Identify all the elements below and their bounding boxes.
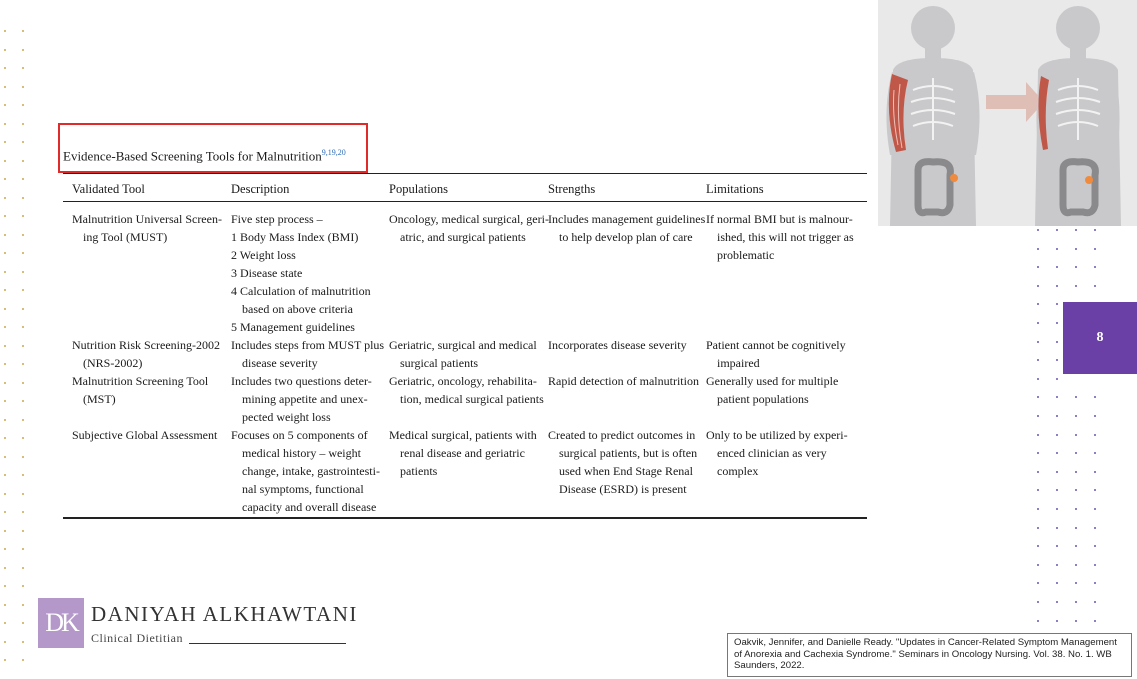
dot [1075, 489, 1077, 491]
dot [22, 400, 24, 402]
dot [1037, 285, 1039, 287]
dot [1075, 601, 1077, 603]
dot [1056, 378, 1058, 380]
dot [1037, 508, 1039, 510]
brand-name: DANIYAH ALKHAWTANI [91, 602, 358, 626]
row2-limitations: Patient cannot be cognitively impaired [706, 338, 846, 370]
dot [1075, 229, 1077, 231]
dot [1075, 415, 1077, 417]
anatomy-icon [878, 0, 1137, 226]
row3-populations: Geriatric, oncology, rehabilita- tion, medical surgical patients [389, 374, 544, 406]
dot [4, 659, 6, 661]
dot [1037, 601, 1039, 603]
dot [22, 345, 24, 347]
dot [1094, 489, 1096, 491]
dot [1037, 527, 1039, 529]
dot [4, 382, 6, 384]
table-header-rule [63, 201, 867, 202]
dot [22, 641, 24, 643]
row1-description: Five step process – 1 Body Mass Index (BMI) 2 Weight loss 3 Disease state 4 Calculation of malnutrition based on above criteria 5 Management guidelines [231, 212, 371, 334]
dot [22, 585, 24, 587]
dot [4, 511, 6, 513]
dot [1037, 471, 1039, 473]
row2-strengths: Incorporates disease severity [548, 338, 687, 352]
dot [1094, 452, 1096, 454]
dot [1056, 471, 1058, 473]
dot [1094, 620, 1096, 622]
title-references: 9,19,20 [321, 148, 346, 157]
dot [22, 215, 24, 217]
row3-limitations: Generally used for multiple patient populations [706, 374, 839, 406]
dot [1094, 601, 1096, 603]
dot [4, 363, 6, 365]
dot [1075, 396, 1077, 398]
dot [1037, 248, 1039, 250]
dot [4, 30, 6, 32]
dot [1075, 285, 1077, 287]
dot [4, 141, 6, 143]
dot [1037, 582, 1039, 584]
dot [1075, 582, 1077, 584]
dot [22, 123, 24, 125]
dot [1094, 527, 1096, 529]
dot [4, 585, 6, 587]
dot [1075, 434, 1077, 436]
dot [1075, 527, 1077, 529]
header-description: Description [231, 182, 290, 196]
dot [4, 252, 6, 254]
dot [1037, 378, 1039, 380]
dot [1056, 508, 1058, 510]
dot [4, 123, 6, 125]
dot [4, 622, 6, 624]
dot [1037, 434, 1039, 436]
dot [1056, 359, 1058, 361]
row4-tool: Subjective Global Assessment [72, 428, 218, 442]
dot [1075, 471, 1077, 473]
dot [4, 345, 6, 347]
body-muscle-wasting-illustration [878, 0, 1137, 226]
brand-underline [189, 643, 346, 644]
dot [1094, 545, 1096, 547]
dot [1056, 322, 1058, 324]
dot [22, 530, 24, 532]
dot [1037, 489, 1039, 491]
dot [1056, 396, 1058, 398]
dot [4, 308, 6, 310]
row3-description: Includes two questions deter- mining appetite and unex- pected weight loss [231, 374, 372, 424]
citation-box: Oakvik, Jennifer, and Danielle Ready. "Updates in Cancer-Related Symptom Management of Anorexia and Cachexia Syndrome." Seminars in Oncology Nursing. Vol. 38. No. 1. WB Saunders, 2022. [727, 633, 1132, 677]
dot [4, 419, 6, 421]
dot [4, 400, 6, 402]
dot [22, 511, 24, 513]
dot [22, 567, 24, 569]
dot [1075, 266, 1077, 268]
dot [22, 86, 24, 88]
dot [1056, 545, 1058, 547]
row4-populations: Medical surgical, patients with renal disease and geriatric patients [389, 428, 537, 478]
dot [22, 141, 24, 143]
dot [1094, 471, 1096, 473]
header-populations: Populations [389, 182, 449, 196]
dot [1056, 266, 1058, 268]
header-strengths: Strengths [548, 182, 596, 196]
dot [22, 30, 24, 32]
dot [1037, 341, 1039, 343]
dot [1075, 564, 1077, 566]
dot [4, 86, 6, 88]
dot [22, 604, 24, 606]
dot [1056, 415, 1058, 417]
dot [1094, 285, 1096, 287]
dot [1075, 620, 1077, 622]
dot [22, 363, 24, 365]
logo: DK [38, 598, 84, 648]
row2-tool: Nutrition Risk Screening-2002 (NRS-2002) [72, 338, 220, 370]
row4-strengths: Created to predict outcomes in surgical patients, but is often used when End Stage Renal Disease (ESRD) is present [548, 428, 698, 496]
row1-strengths: Includes management guidelines to help develop plan of care [548, 212, 706, 244]
table-top-rule [63, 173, 867, 174]
dot [1056, 248, 1058, 250]
dot [1056, 489, 1058, 491]
dot [22, 419, 24, 421]
dot [1075, 452, 1077, 454]
dot [1094, 415, 1096, 417]
dot [1094, 248, 1096, 250]
dot [1056, 434, 1058, 436]
dot [1056, 452, 1058, 454]
dot [22, 197, 24, 199]
row1-tool: Malnutrition Universal Screen- ing Tool (MUST) [72, 212, 222, 244]
dot [22, 456, 24, 458]
dot [1056, 564, 1058, 566]
table-bottom-rule [63, 517, 867, 519]
dot [1094, 396, 1096, 398]
dot [22, 622, 24, 624]
dot [22, 308, 24, 310]
dot [1056, 285, 1058, 287]
dot [4, 456, 6, 458]
dot [4, 289, 6, 291]
dot [22, 659, 24, 661]
row4-description: Focuses on 5 components of medical history – weight change, intake, gastrointesti- nal symptoms, functional capacity and overall disease [231, 428, 380, 514]
dot [4, 493, 6, 495]
dot [1037, 545, 1039, 547]
dot [4, 604, 6, 606]
dot [1094, 508, 1096, 510]
dot [1094, 434, 1096, 436]
dot [1037, 452, 1039, 454]
dot [1037, 620, 1039, 622]
dot [22, 437, 24, 439]
dot [22, 474, 24, 476]
dot [1075, 545, 1077, 547]
dot [22, 178, 24, 180]
dot [1075, 508, 1077, 510]
dot [22, 289, 24, 291]
row1-populations: Oncology, medical surgical, geri- atric, and surgical patients [389, 212, 549, 244]
dot [22, 49, 24, 51]
dot [4, 215, 6, 217]
dot [1056, 601, 1058, 603]
dot [22, 67, 24, 69]
dot [4, 474, 6, 476]
dot [4, 530, 6, 532]
dot [1056, 229, 1058, 231]
dot [1094, 266, 1096, 268]
table-title: Evidence-Based Screening Tools for Malnutrition$^{9,19,20}$ [63, 148, 346, 164]
dot [1037, 266, 1039, 268]
row2-populations: Geriatric, surgical and medical surgical patients [389, 338, 537, 370]
dot [4, 271, 6, 273]
row4-limitations: Only to be utilized by experi- enced clinician as very complex [706, 428, 848, 478]
dot [1094, 582, 1096, 584]
row3-tool: Malnutrition Screening Tool (MST) [72, 374, 209, 406]
dot [4, 437, 6, 439]
dot [1056, 582, 1058, 584]
dot [1037, 396, 1039, 398]
dot [4, 178, 6, 180]
dot [1056, 620, 1058, 622]
dot [4, 104, 6, 106]
dot [4, 326, 6, 328]
dot [22, 382, 24, 384]
dot [4, 67, 6, 69]
dot [1075, 248, 1077, 250]
header-limitations: Limitations [706, 182, 764, 196]
dot [22, 160, 24, 162]
dot [1037, 303, 1039, 305]
dot [1037, 229, 1039, 231]
dot [4, 641, 6, 643]
row2-description: Includes steps from MUST plus disease severity [231, 338, 385, 370]
row1-limitations: If normal BMI but is malnour- ished, this will not trigger as problematic [706, 212, 854, 262]
dot [4, 49, 6, 51]
dot [4, 160, 6, 162]
page-number: 8 [1063, 302, 1137, 374]
dot [1037, 564, 1039, 566]
brand-subtitle: Clinical Dietitian [91, 631, 183, 645]
dot [1037, 415, 1039, 417]
dot [4, 567, 6, 569]
dot [22, 104, 24, 106]
dot [1056, 303, 1058, 305]
dot [22, 548, 24, 550]
dot [1056, 527, 1058, 529]
dot [4, 234, 6, 236]
dot [22, 234, 24, 236]
dot [1037, 322, 1039, 324]
dot [1094, 229, 1096, 231]
row3-strengths: Rapid detection of malnutrition [548, 374, 699, 388]
dot [1037, 359, 1039, 361]
dot [22, 271, 24, 273]
dot [4, 197, 6, 199]
dot [22, 252, 24, 254]
dot [1056, 341, 1058, 343]
dot [22, 493, 24, 495]
dot [22, 326, 24, 328]
header-validated-tool: Validated Tool [72, 182, 145, 196]
dot [4, 548, 6, 550]
dot [1094, 564, 1096, 566]
